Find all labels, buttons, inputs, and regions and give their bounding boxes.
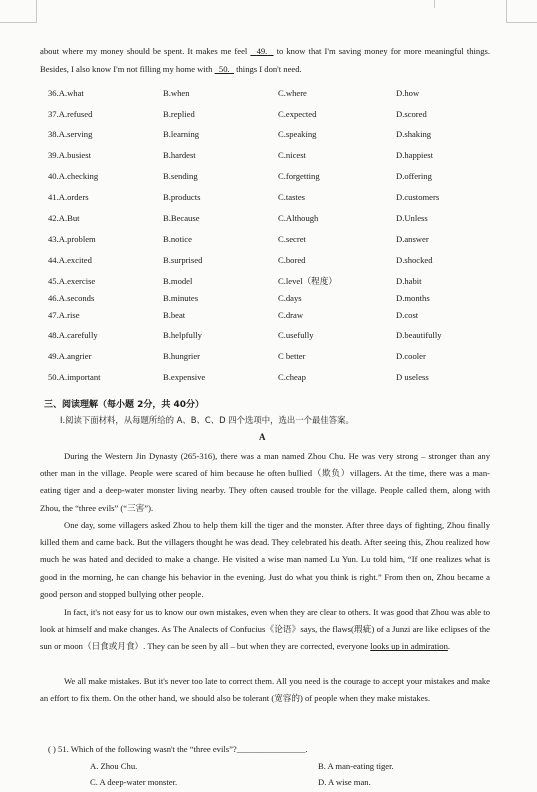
- option-d: D.beautifully: [396, 330, 442, 340]
- option-b: B.expensive: [163, 372, 206, 382]
- option-d: D useless: [396, 372, 429, 382]
- option-d: D.answer: [396, 234, 429, 244]
- cloze-text-2: to know that I'm saving money for more meaningful things. Besides, I also know I'm not filling my home with: [40, 46, 490, 74]
- option-a: 39.A.busiest: [48, 150, 91, 160]
- cloze-passage-ending: [40, 43, 490, 78]
- option-a: 45.A.exercise: [48, 276, 96, 286]
- option-b: B.hardest: [163, 150, 196, 160]
- option-d: D.Unless: [396, 213, 428, 223]
- section-title: 三、阅读理解（每小题 2分，共 40分）: [44, 400, 205, 410]
- option-c: C.secret: [278, 234, 306, 244]
- option-c: C.bored: [278, 255, 306, 265]
- passage-label: A: [259, 432, 266, 442]
- option-b: B.products: [163, 192, 201, 202]
- option-d: D.offering: [396, 171, 432, 181]
- option-c: C.nicest: [278, 150, 306, 160]
- option-c: C.expected: [278, 109, 317, 119]
- question-option-b: B. A man-eating tiger.: [318, 761, 394, 771]
- option-b: B.hungrier: [163, 351, 200, 361]
- option-a: 44.A.excited: [48, 255, 92, 265]
- option-a: 38.A.serving: [48, 129, 93, 139]
- crop-mark-top-left: [0, 0, 37, 23]
- cloze-blank-50: 50.: [218, 63, 230, 74]
- option-b: B.minutes: [163, 293, 199, 303]
- option-b: B.beat: [163, 310, 186, 320]
- option-c: C.Although: [278, 213, 319, 223]
- option-d: D.scored: [396, 109, 427, 119]
- option-a: 47.A.rise: [48, 310, 80, 320]
- option-c: C.tastes: [278, 192, 305, 202]
- underlined-phrase: looks up in admiration: [370, 641, 448, 652]
- option-b: B.when: [163, 88, 190, 98]
- cloze-text-1: about where my money should be spent. It makes me feel: [40, 46, 248, 56]
- option-a: 36.A.what: [48, 88, 84, 98]
- option-c: C.forgetting: [278, 171, 320, 181]
- option-a: 49.A.angrier: [48, 351, 92, 361]
- question-option-c: C. A deep-water monster.: [90, 777, 178, 787]
- story-paragraph-1: During the Western Jin Dynasty (265-316), there was a man named Zhou Chu. He was very strong – stronger than any other man in the village. People were scared of him because he often bullied（欺负）villagers. At the time, there was a man-eating tiger and a deep-water monster living nearby. They often caused trouble for the village. People called them, along with Zhou, the “three evils” (“三害”).: [40, 451, 490, 513]
- option-d: D.habit: [396, 276, 422, 286]
- question-51: ( ) 51. Which of the following wasn't the “three evils”?________________.: [48, 744, 308, 754]
- option-c: C.speaking: [278, 129, 317, 139]
- option-b: B.notice: [163, 234, 192, 244]
- option-d: D.how: [396, 88, 420, 98]
- option-b: B.Because: [163, 213, 200, 223]
- option-a: 42.A.But: [48, 213, 80, 223]
- option-c: C.level（程度）: [278, 276, 337, 286]
- option-c: C.cheap: [278, 372, 306, 382]
- question-option-d: D. A wise man.: [318, 777, 371, 787]
- option-b: B.replied: [163, 109, 195, 119]
- option-a: 40.A.checking: [48, 171, 99, 181]
- option-c: C.days: [278, 293, 302, 303]
- option-a: 41.A.orders: [48, 192, 89, 202]
- option-b: B.sending: [163, 171, 198, 181]
- story-paragraph-4: We all make mistakes. But it's never too late to correct them. All you need is the courage to accept your mistakes and make an effort to fix them. On the other hand, we should also be tolerant (宽容的) of people when they make mistakes.: [40, 676, 490, 704]
- option-a: 37.A.refused: [48, 109, 93, 119]
- option-b: B.helpfully: [163, 330, 202, 340]
- option-a: 46.A.seconds: [48, 293, 95, 303]
- option-c: C better: [278, 351, 306, 361]
- option-d: D.shaking: [396, 129, 432, 139]
- cloze-blank-49: 49.: [256, 46, 268, 56]
- reading-instruction: I.阅读下面材料，从每题所给的 A、B、C、D 四个选项中，选出一个最佳答案。: [60, 415, 354, 425]
- option-d: D.shocked: [396, 255, 433, 265]
- option-c: C.where: [278, 88, 307, 98]
- option-d: D.months: [396, 293, 430, 303]
- option-d: D.cost: [396, 310, 419, 320]
- cloze-text-3: things I don't need.: [236, 63, 302, 74]
- option-d: D.cooler: [396, 351, 426, 361]
- crop-mark-top-middle: [434, 0, 435, 8]
- option-a: 43.A.problem: [48, 234, 96, 244]
- crop-mark-top-right: [506, 0, 537, 23]
- option-d: D.customers: [396, 192, 440, 202]
- option-c: C.usefully: [278, 330, 314, 340]
- story-paragraph-3: In fact, it's not easy for us to know our own mistakes, even when they are clear to others. It was good that Zhou was able to look at himself and make changes. As The Analects of Confucius《论语》says, the flaws(瑕疵) of a Junzi are like eclipses of the sun or moon（日食或月食）. They can be seen by all – but when they are corrected, everyone looks up in admiration.: [40, 607, 490, 652]
- option-d: D.happiest: [396, 150, 433, 160]
- option-a: 48.A.carefully: [48, 330, 98, 340]
- question-option-a: A. Zhou Chu.: [90, 761, 138, 771]
- story-paragraph-2: One day, some villagers asked Zhou to help them kill the tiger and the monster. After three days of fighting, Zhou finally killed them and came back. But the villagers thought he was dead. They celebrated his death. After seeing this, Zhou realized how much he was hated and decided to make a change. He visited a wise man named Lu Yun. Lu told him, “If one realizes what is good in the morning, he can change his behavior in the evening. Just do what you think is right.” From then on, Zhou became a good person and stopped bullying other people.: [40, 520, 490, 599]
- option-c: C.draw: [278, 310, 304, 320]
- option-a: 50.A.important: [48, 372, 101, 382]
- option-b: B.learning: [163, 129, 200, 139]
- option-b: B.model: [163, 276, 193, 286]
- option-b: B.surprised: [163, 255, 203, 265]
